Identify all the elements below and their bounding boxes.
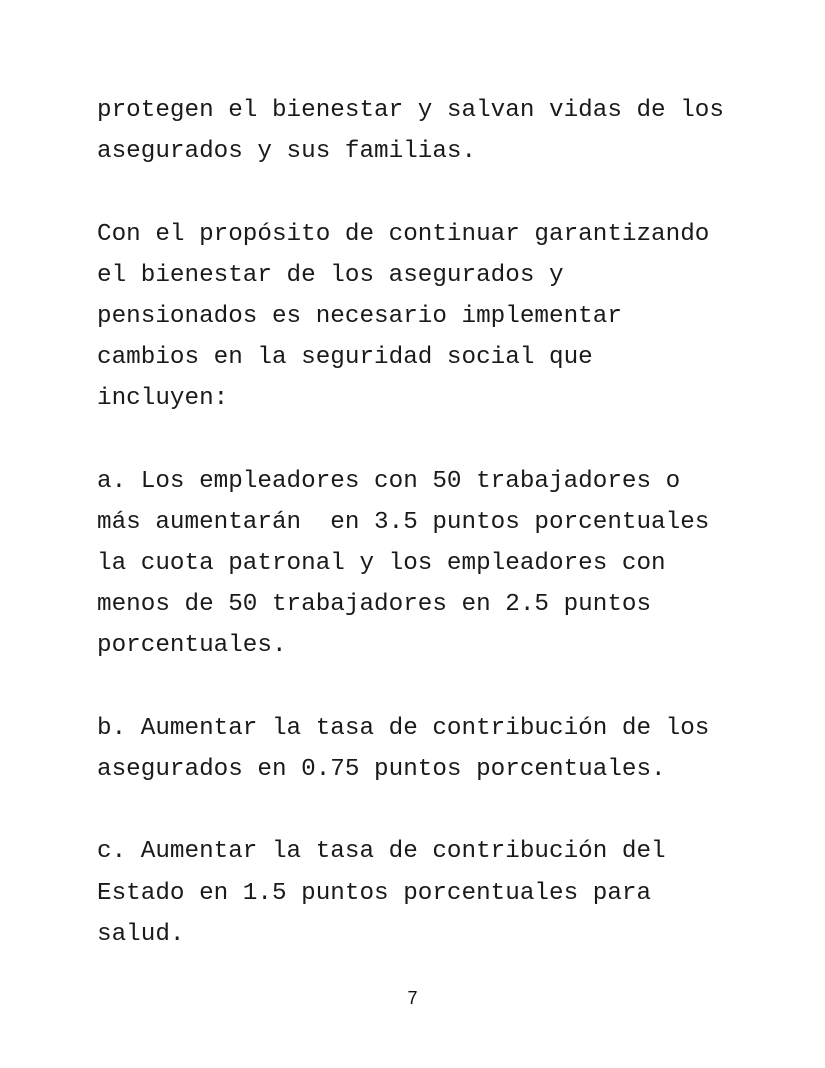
page-number: 7 — [407, 988, 418, 1008]
paragraph-spacer — [97, 420, 797, 461]
text-line: Estado en 1.5 puntos porcentuales para — [97, 879, 652, 907]
text-line: menos de 50 trabajadores en 2.5 puntos — [97, 591, 652, 619]
paragraph-spacer — [97, 172, 797, 213]
text-line: el bienestar de los asegurados y — [97, 261, 564, 289]
text-line: asegurados en 0.75 puntos porcentuales. — [97, 756, 666, 783]
paragraph-spacer — [97, 667, 797, 708]
text-line: pensionados es necesario implementar — [97, 302, 622, 330]
list-item-c — [97, 831, 797, 955]
text-line: salud. — [97, 920, 185, 948]
paragraph-intro-continuation — [97, 90, 797, 172]
list-item-b — [97, 708, 797, 790]
text-line: porcentuales. — [97, 632, 287, 660]
paragraph-purpose — [97, 214, 797, 420]
text-line: Con el propósito de continuar garantizando — [97, 220, 710, 248]
text-line: incluyen: — [97, 385, 229, 413]
text-line: más aumentarán en 3.5 puntos porcentuales — [97, 508, 710, 536]
text-line: protegen el bienestar y salvan vidas de los — [97, 97, 724, 124]
body-text — [97, 90, 797, 955]
text-line: la cuota patronal y los empleadores con — [97, 550, 666, 578]
text-line: a. Los empleadores con 50 trabajadores o — [97, 467, 681, 495]
paragraph-spacer — [97, 790, 797, 831]
text-line: cambios en la seguridad social que — [97, 344, 593, 372]
text-line: c. Aumentar la tasa de contribución del — [97, 838, 666, 866]
list-item-a — [97, 461, 797, 667]
text-line: asegurados y sus familias. — [97, 138, 477, 166]
text-line: b. Aumentar la tasa de contribución de los — [97, 714, 710, 742]
